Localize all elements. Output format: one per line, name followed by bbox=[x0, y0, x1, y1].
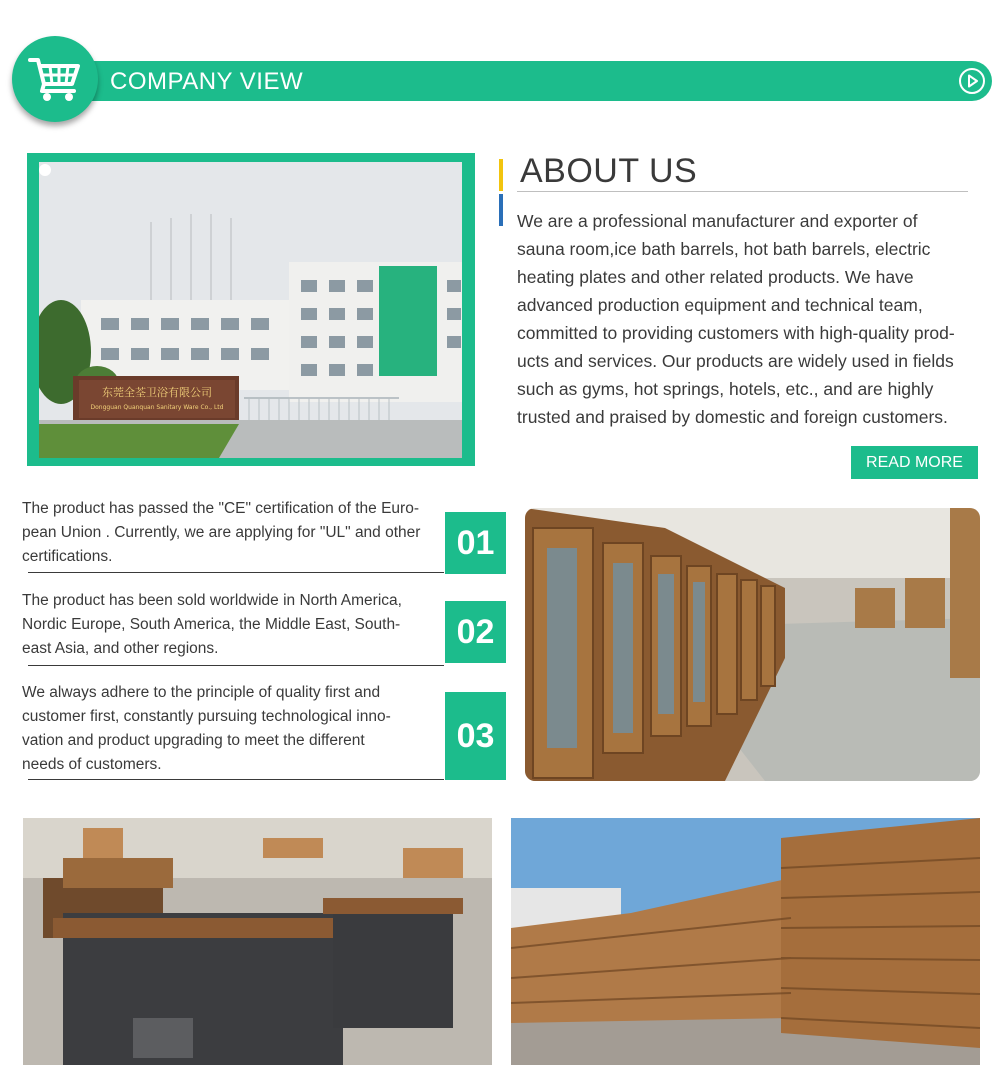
feature-line: The product has been sold worldwide in North America, bbox=[22, 592, 402, 609]
shopping-cart-icon bbox=[12, 36, 98, 122]
about-accent-bar-yellow bbox=[499, 159, 503, 191]
feature-text-2 bbox=[22, 589, 442, 661]
feature-line: needs of customers. bbox=[22, 756, 162, 773]
feature-number-1: 01 bbox=[445, 512, 506, 574]
about-title: ABOUT US bbox=[520, 152, 698, 190]
feature-line: The product has passed the "CE" certification of the Euro- bbox=[22, 500, 419, 517]
feature-line: east Asia, and other regions. bbox=[22, 640, 219, 657]
lumber-stacks-photo bbox=[511, 818, 980, 1065]
about-line: heating plates and other related products. We have bbox=[517, 267, 914, 287]
feature-line: certifications. bbox=[22, 548, 113, 565]
about-line: committed to providing customers with high-quality prod- bbox=[517, 323, 955, 343]
feature-divider-3 bbox=[28, 779, 444, 780]
factory-building-photo bbox=[39, 162, 462, 458]
about-accent-bar-blue bbox=[499, 194, 503, 226]
about-line: such as gyms, hot springs, hotels, etc., and are highly bbox=[517, 379, 934, 399]
factory-sign-english: Dongguan Quanquan Sanitary Ware Co., Ltd bbox=[90, 404, 224, 411]
ice-bath-workshop-photo bbox=[23, 818, 492, 1065]
feature-divider-1 bbox=[28, 572, 444, 573]
section-title: COMPANY VIEW bbox=[110, 68, 304, 95]
feature-line: customer first, constantly pursuing technological inno- bbox=[22, 708, 391, 725]
photo-corner-dot bbox=[39, 164, 51, 176]
feature-line: Nordic Europe, South America, the Middle East, South- bbox=[22, 616, 401, 633]
about-line: trusted and praised by domestic and foreign customers. bbox=[517, 407, 948, 427]
factory-sign-chinese: 东莞全荃卫浴有限公司 bbox=[102, 386, 212, 399]
read-more-button[interactable]: READ MORE bbox=[851, 446, 978, 479]
feature-text-1 bbox=[22, 497, 442, 569]
about-line: advanced production equipment and technical team, bbox=[517, 295, 923, 315]
feature-line: We always adhere to the principle of quality first and bbox=[22, 684, 381, 701]
feature-number-2: 02 bbox=[445, 601, 506, 663]
about-paragraph bbox=[517, 207, 977, 431]
feature-line: pean Union . Currently, we are applying for "UL" and other bbox=[22, 524, 421, 541]
play-circle-icon[interactable] bbox=[958, 67, 986, 95]
feature-number-3: 03 bbox=[445, 692, 506, 780]
about-line: We are a professional manufacturer and exporter of bbox=[517, 211, 918, 231]
about-line: sauna room,ice bath barrels, hot bath barrels, electric bbox=[517, 239, 931, 259]
sauna-warehouse-photo bbox=[525, 508, 980, 781]
feature-line: vation and product upgrading to meet the different bbox=[22, 732, 365, 749]
factory-photo-frame bbox=[27, 153, 475, 466]
feature-divider-2 bbox=[28, 665, 444, 666]
about-line: ucts and services. Our products are widely used in fields bbox=[517, 351, 954, 371]
feature-text-3 bbox=[22, 681, 442, 777]
about-divider bbox=[517, 191, 968, 192]
